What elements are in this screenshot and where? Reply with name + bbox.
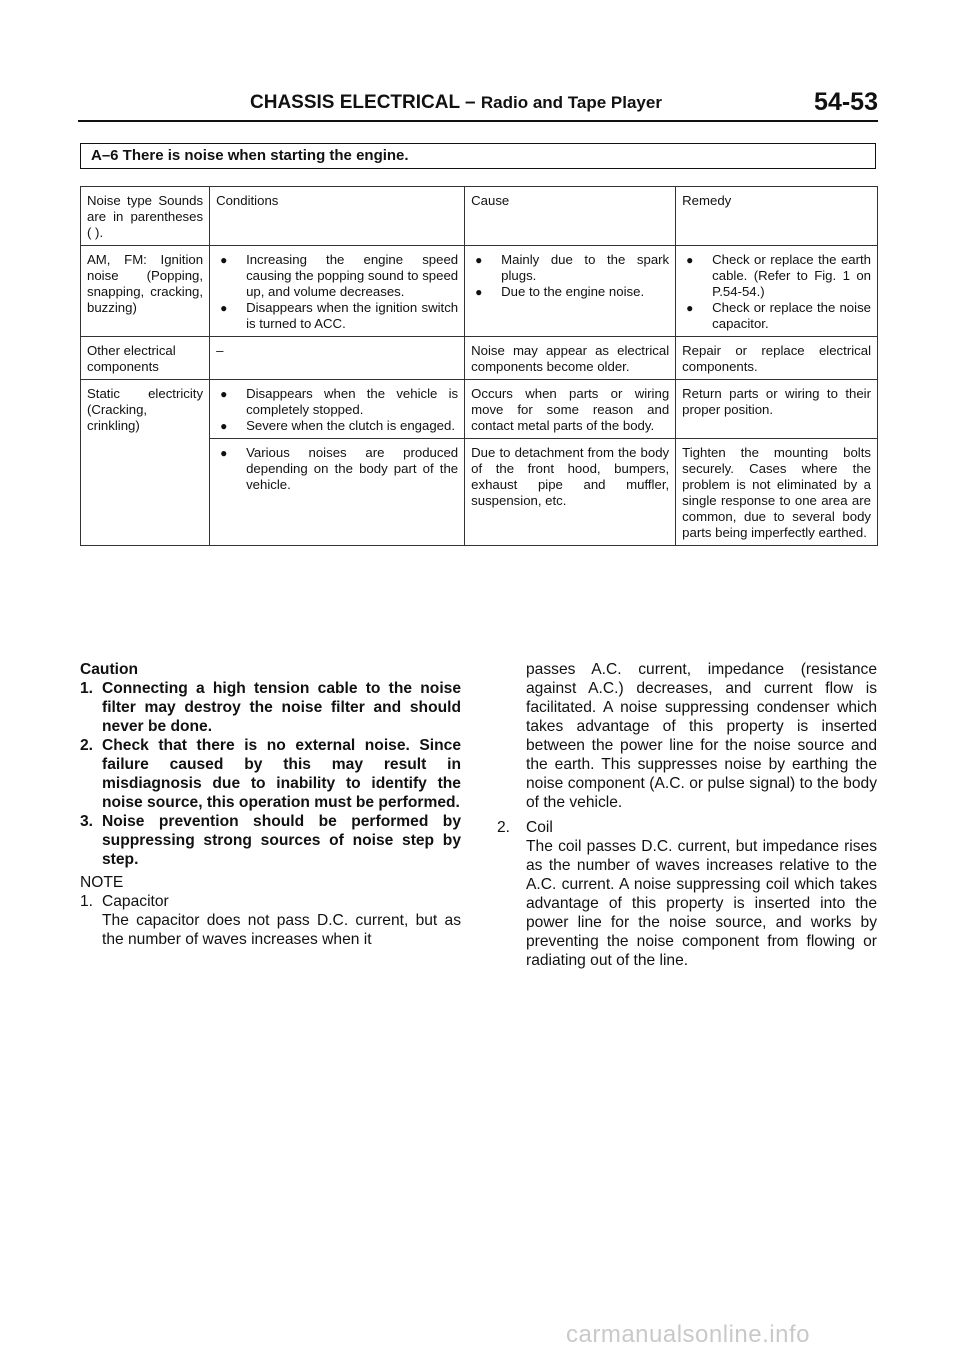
conditions-cell: – <box>210 337 465 380</box>
remedy-cell: Repair or replace electrical components. <box>676 337 878 380</box>
bullet-icon: ● <box>475 285 483 299</box>
list-item: ● Disappears when the ignition switch is turned to ACC. <box>216 300 458 332</box>
header-cause: Cause <box>465 187 676 246</box>
section-title-box <box>80 143 876 169</box>
remedy-cell: Return parts or wiring to their proper position. <box>676 380 878 439</box>
title-dash: – <box>465 92 476 113</box>
conditions-cell <box>210 439 465 546</box>
note-item-heading: Coil <box>526 819 553 836</box>
page-header <box>78 90 878 122</box>
bullet-icon: ● <box>220 387 228 401</box>
list-item: ● Disappears when the vehicle is completely stopped. <box>216 386 458 418</box>
header-remedy: Remedy <box>676 187 878 246</box>
conditions-cell <box>210 380 465 439</box>
header-rule <box>78 120 878 122</box>
note-continuation: passes A.C. current, impedance (resistance against A.C.) decreases, and current flow is facilitated. A noise suppressing condenser which takes advantage of this property is inserted between the power line for the noise source and the earth. This suppresses noise by earthing the noise component (A.C. or pulse signal) to the body of the vehicle. <box>526 661 877 811</box>
noise-type-cell: Static electricity (Cracking, crinkling) <box>81 380 210 546</box>
page-title <box>250 92 662 114</box>
caution-item: 1. Connecting a high tension cable to the noise filter may destroy the noise filter and should never be done. <box>80 680 461 735</box>
left-column <box>80 660 461 949</box>
bullet-icon: ● <box>220 419 228 433</box>
table-row <box>81 337 878 380</box>
remedy-cell <box>676 246 878 337</box>
bullet-icon: ● <box>686 301 694 315</box>
conditions-cell <box>210 246 465 337</box>
note-item: 1. Capacitor The capacitor does not pass D.C. current, but as the number of waves increases when it <box>80 893 461 948</box>
cause-cell: Noise may appear as electrical components become older. <box>465 337 676 380</box>
list-item: ● Due to the engine noise. <box>471 284 669 300</box>
bullet-icon: ● <box>475 253 483 267</box>
header-noise-type: Noise type Sounds are in parentheses ( ). <box>81 187 210 246</box>
bullet-icon: ● <box>220 446 228 460</box>
note-item-heading: Capacitor <box>102 893 169 910</box>
note-item-text: The coil passes D.C. current, but impedance rises as the number of waves increases relative to the A.C. current. A noise suppressing coil which takes advantage of this property is inserted into the power line for the noise source, and works by preventing the noise component from flowing or radiating out of the line. <box>526 838 877 969</box>
note-item: 2. Coil The coil passes D.C. current, but impedance rises as the number of waves increases relative to the A.C. current. A noise suppressing coil which takes advantage of this property is inserted into the power line for the noise source, and works by preventing the noise component from flowing or radiating out of the line. <box>497 819 877 969</box>
list-item: ● Various noises are produced depending on the body part of the vehicle. <box>216 445 458 493</box>
bullet-icon: ● <box>220 301 228 315</box>
caution-heading: Caution <box>80 661 139 678</box>
list-item: ● Mainly due to the spark plugs. <box>471 252 669 284</box>
remedy-cell: Tighten the mounting bolts securely. Cases where the problem is not eliminated by a single response to one area are common, due to several body parts being imperfectly earthed. <box>676 439 878 546</box>
bullet-icon: ● <box>686 253 694 267</box>
cause-cell: Occurs when parts or wiring move for some reason and contact metal parts of the body. <box>465 380 676 439</box>
chapter-title: CHASSIS ELECTRICAL <box>250 92 460 113</box>
chapter-subtitle: Radio and Tape Player <box>480 93 662 112</box>
section-title: A–6 There is noise when starting the engine. <box>91 147 409 164</box>
right-column <box>497 660 877 970</box>
bullet-icon: ● <box>220 253 228 267</box>
list-item: ● Check or replace the noise capacitor. <box>682 300 871 332</box>
list-item: ● Increasing the engine speed causing the popping sound to speed up, and volume decreases. <box>216 252 458 300</box>
page-number: 54-53 <box>814 88 878 116</box>
noise-type-cell: AM, FM: Ignition noise (Popping, snapping, cracking, buzzing) <box>81 246 210 337</box>
table-row <box>81 246 878 337</box>
table-row <box>81 380 878 439</box>
table-header-row <box>81 187 878 246</box>
diagnosis-table <box>80 186 878 546</box>
list-item: ● Severe when the clutch is engaged. <box>216 418 458 434</box>
caution-item: 2. Check that there is no external noise. Since failure caused by this may result in misdiagnosis due to inability to identify the noise source, this operation must be performed. <box>80 737 461 811</box>
list-item: ● Check or replace the earth cable. (Refer to Fig. 1 on P.54-54.) <box>682 252 871 300</box>
caution-item: 3. Noise prevention should be performed by suppressing strong sources of noise step by step. <box>80 813 461 868</box>
note-heading: NOTE <box>80 874 124 891</box>
note-item-text: The capacitor does not pass D.C. current, but as the number of waves increases when it <box>102 912 461 948</box>
header-conditions: Conditions <box>210 187 465 246</box>
watermark: carmanualsonline.info <box>566 1321 810 1348</box>
cause-cell: Due to detachment from the body of the front hood, bumpers, exhaust pipe and muffler, suspension, etc. <box>465 439 676 546</box>
noise-type-cell: Other electrical components <box>81 337 210 380</box>
cause-cell <box>465 246 676 337</box>
